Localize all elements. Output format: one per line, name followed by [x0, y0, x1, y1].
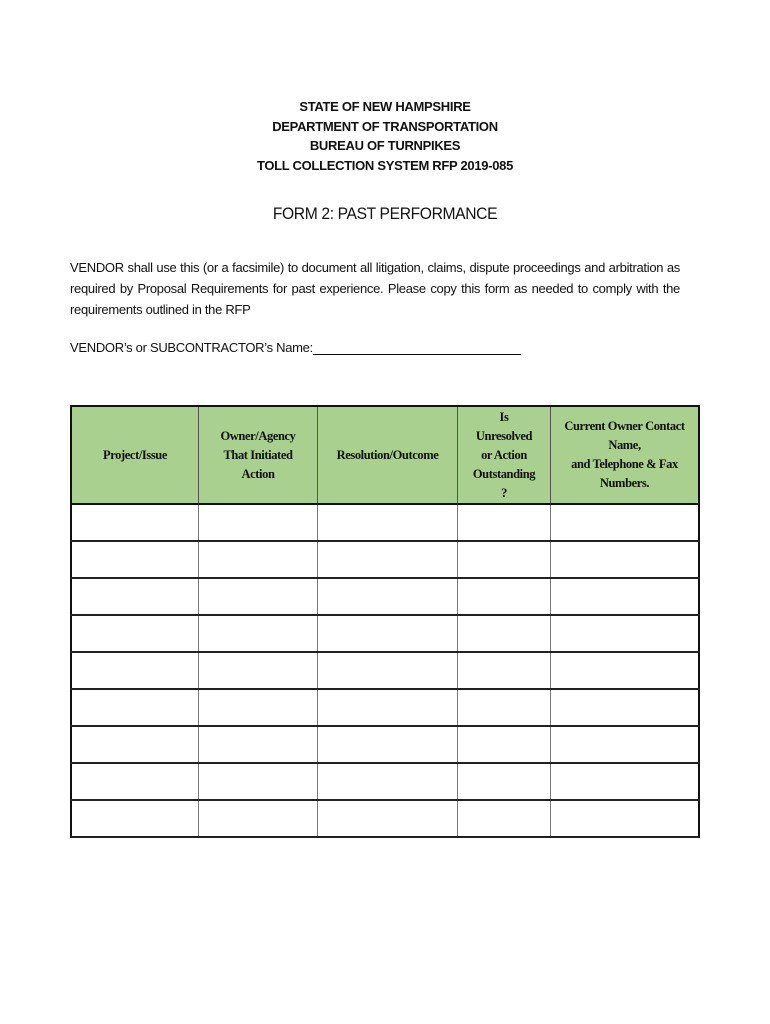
table-cell[interactable] — [458, 763, 551, 800]
table-cell[interactable] — [458, 541, 551, 578]
header-rfp: TOLL COLLECTION SYSTEM RFP 2019-085 — [256, 157, 514, 173]
table-cell[interactable] — [551, 504, 700, 541]
table-cell[interactable] — [551, 800, 700, 837]
table-row — [71, 504, 699, 541]
column-header-contact-info: Current Owner Contact Name, and Telephone & Fax Numbers. — [551, 406, 700, 504]
table-cell[interactable] — [551, 763, 700, 800]
column-header-owner-agency: Owner/Agency That Initiated Action — [199, 406, 318, 504]
intro-paragraph: VENDOR shall use this (or a facsimile) to document all litigation, claims, dispute proceedings and arbitration as required by Proposal Requirements for past experience. Please copy this form as needed to comply with the requirements outlined in the RFP — [70, 260, 680, 317]
table-cell[interactable] — [71, 652, 199, 689]
header-department: DEPARTMENT OF TRANSPORTATION — [272, 118, 498, 134]
table-row — [71, 652, 699, 689]
table-cell[interactable] — [71, 578, 199, 615]
table-cell[interactable] — [551, 541, 700, 578]
table-cell[interactable] — [318, 615, 458, 652]
table-row — [71, 800, 699, 837]
table-cell[interactable] — [318, 541, 458, 578]
table-cell[interactable] — [551, 726, 700, 763]
column-header-resolution-outcome: Resolution/Outcome — [318, 406, 458, 504]
table-cell[interactable] — [71, 615, 199, 652]
table-cell[interactable] — [199, 578, 318, 615]
table-cell[interactable] — [318, 763, 458, 800]
table-row — [71, 689, 699, 726]
table-cell[interactable] — [551, 689, 700, 726]
table-cell[interactable] — [71, 800, 199, 837]
table-cell[interactable] — [458, 578, 551, 615]
table-cell[interactable] — [458, 800, 551, 837]
table-cell[interactable] — [71, 504, 199, 541]
table-cell[interactable] — [318, 689, 458, 726]
table-cell[interactable] — [458, 652, 551, 689]
table-cell[interactable] — [199, 615, 318, 652]
table-cell[interactable] — [318, 504, 458, 541]
table-header-row — [71, 406, 699, 504]
table-cell[interactable] — [199, 541, 318, 578]
table-cell[interactable] — [458, 689, 551, 726]
table-row — [71, 615, 699, 652]
header-state: STATE OF NEW HAMPSHIRE — [299, 99, 471, 114]
vendor-name-line — [70, 340, 521, 355]
table-cell[interactable] — [551, 615, 700, 652]
table-cell[interactable] — [458, 504, 551, 541]
table-cell[interactable] — [199, 504, 318, 541]
table-cell[interactable] — [318, 800, 458, 837]
table-cell[interactable] — [551, 578, 700, 615]
table-cell[interactable] — [199, 800, 318, 837]
table-cell[interactable] — [551, 652, 700, 689]
table-cell[interactable] — [458, 726, 551, 763]
table-row — [71, 541, 699, 578]
document-header — [0, 97, 770, 175]
table-cell[interactable] — [71, 689, 199, 726]
table-row — [71, 763, 699, 800]
table-cell[interactable] — [199, 652, 318, 689]
table-cell[interactable] — [458, 615, 551, 652]
table-cell[interactable] — [199, 726, 318, 763]
form-title: FORM 2: PAST PERFORMANCE — [272, 204, 498, 223]
table-cell[interactable] — [71, 763, 199, 800]
table-row — [71, 726, 699, 763]
vendor-name-label: VENDOR’s or SUBCONTRACTOR’s Name: — [70, 340, 313, 355]
past-performance-table — [70, 405, 700, 838]
vendor-name-field[interactable] — [313, 340, 521, 355]
table-cell[interactable] — [318, 578, 458, 615]
table-cell[interactable] — [71, 541, 199, 578]
table-cell[interactable] — [71, 726, 199, 763]
column-header-unresolved: Is Unresolved or Action Outstanding ? — [458, 406, 551, 504]
table-cell[interactable] — [199, 763, 318, 800]
table-cell[interactable] — [318, 652, 458, 689]
table-row — [71, 578, 699, 615]
table-cell[interactable] — [318, 726, 458, 763]
table-body — [71, 504, 699, 837]
header-bureau: BUREAU OF TURNPIKES — [309, 138, 461, 153]
column-header-project-issue: Project/Issue — [71, 406, 199, 504]
table-cell[interactable] — [199, 689, 318, 726]
